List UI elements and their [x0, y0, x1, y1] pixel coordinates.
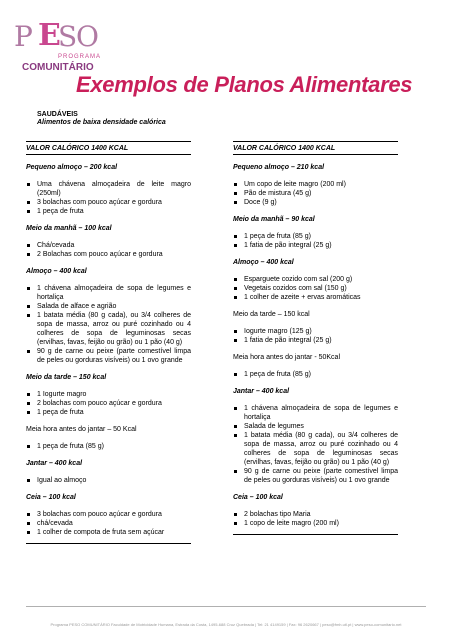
- meal-item: Chá/cevada: [37, 241, 191, 250]
- meal-title: Meio da tarde – 150 kcal: [233, 311, 310, 318]
- meal-item: Doce (9 g): [244, 198, 398, 207]
- meal-item: 1 chávena almoçadeira de sopa de legumes e hortaliça: [37, 285, 191, 301]
- meal-item-list: [233, 510, 398, 528]
- logo-comunitario: COMUNITÁRIO: [22, 62, 94, 73]
- meal-item: Salada de legumes: [244, 422, 398, 431]
- meal-title: Pequeno almoço – 210 kcal: [233, 164, 325, 171]
- meal-item: 1 copo de leite magro (200 ml): [244, 519, 398, 528]
- meal-item-list: [26, 476, 191, 485]
- meal-item-list: [233, 275, 398, 302]
- section-subtitle: SAUDÁVEIS: [37, 111, 78, 118]
- meal-item-list: [233, 180, 398, 207]
- meal-item: Esparguete cozido com sal (200 g): [244, 275, 398, 284]
- left-meal-list: [26, 163, 191, 537]
- meal-title: Jantar – 400 kcal: [26, 460, 83, 467]
- logo-letter-s: S: [58, 20, 78, 53]
- meal-item-list: [26, 284, 191, 365]
- meal-item: 1 colher de azeite + ervas aromáticas: [244, 293, 398, 302]
- meal-item: 90 g de carne ou peixe (parte comestível limpa de peles ou gorduras visíveis) ou 1 ovo grande: [37, 348, 191, 364]
- meal-item-list: [233, 327, 398, 345]
- meal-item: 2 bolachas com pouco açúcar e gordura: [37, 399, 191, 408]
- meal-title: Meia hora antes do jantar – 50 Kcal: [26, 426, 137, 433]
- meal-item: 1 fatia de pão integral (25 g): [244, 241, 398, 250]
- meal-item: 1 Iogurte magro: [37, 390, 191, 399]
- meal-item-list: [26, 241, 191, 259]
- right-column-header: VALOR CALÓRICO 1400 KCAL: [233, 141, 398, 155]
- meal-title: Meia hora antes do jantar - 50Kcal: [233, 354, 341, 361]
- meal-item-list: [26, 510, 191, 537]
- meal-item: 90 g de carne ou peixe (parte comestível limpa de peles ou gorduras visíveis) ou 1 ovo grande: [244, 468, 398, 484]
- logo-programa: PROGRAMA: [58, 54, 102, 60]
- meal-item: 2 Bolachas com pouco açúcar e gordura: [37, 250, 191, 259]
- meal-item: 3 bolachas com pouco açúcar e gordura: [37, 510, 191, 519]
- meal-item: 1 colher de compota de fruta sem açúcar: [37, 528, 191, 537]
- meal-item-list: [26, 442, 191, 451]
- meal-title: Meio da manhã – 100 kcal: [26, 225, 112, 232]
- meal-item: 1 batata média (80 g cada), ou 3/4 colheres de sopa de massa, arroz ou puré cozinhado ou 4 colheres de sopa de leguminosas secas (ervilhas, favas, feijão ou grão) ou 1 pão (40 g): [244, 432, 398, 466]
- left-bottom-rule: [26, 543, 191, 544]
- meal-item: chá/cevada: [37, 519, 191, 528]
- meal-item-list: [233, 232, 398, 250]
- logo-letter-p: P: [14, 20, 33, 53]
- meal-title: Pequeno almoço – 200 kcal: [26, 164, 118, 171]
- meal-item: 2 bolachas tipo Maria: [244, 510, 398, 519]
- meal-title: Jantar – 400 kcal: [233, 388, 290, 395]
- meal-item-list: [233, 370, 398, 379]
- section-description: Alimentos de baixa densidade calórica: [37, 119, 166, 126]
- logo-letter-o: O: [76, 20, 99, 53]
- meal-item: 1 peça de fruta (85 g): [37, 442, 191, 451]
- right-bottom-rule: [233, 534, 398, 535]
- meal-item-list: [233, 404, 398, 485]
- meal-item: 1 chávena almoçadeira de sopa de legumes e hortaliça: [244, 405, 398, 421]
- meal-item: Vegetais cozidos com sal (150 g): [244, 284, 398, 293]
- right-meal-list: [233, 163, 398, 528]
- logo-letter-e: E: [38, 18, 61, 53]
- meal-item: 1 peça de fruta (85 g): [244, 370, 398, 379]
- left-column-header: VALOR CALÓRICO 1400 KCAL: [26, 141, 191, 155]
- meal-title: Ceia – 100 kcal: [233, 494, 283, 501]
- footer-rule: [26, 606, 426, 607]
- right-plan-column: [233, 141, 398, 535]
- meal-item: 1 fatia de pão integral (25 g): [244, 336, 398, 345]
- meal-title: Meio da manhã – 90 kcal: [233, 216, 315, 223]
- meal-title: Meio da tarde – 150 kcal: [26, 374, 107, 381]
- meal-item: 1 peça de fruta: [37, 207, 191, 216]
- meal-item-list: [26, 390, 191, 417]
- meal-item: 3 bolachas com pouco açúcar e gordura: [37, 198, 191, 207]
- meal-item-list: [26, 180, 191, 216]
- meal-item: Uma chávena almoçadeira de leite magro (250ml): [37, 181, 191, 197]
- meal-item: 1 peça de fruta: [37, 408, 191, 417]
- meal-title: Almoço – 400 kcal: [233, 259, 294, 266]
- meal-item: 1 peça de fruta (85 g): [244, 232, 398, 241]
- meal-item: 1 batata média (80 g cada), ou 3/4 colheres de sopa de massa, arroz ou puré cozinhado ou 4 colheres de sopa de leguminosas secas (ervilhas, favas, feijão ou grão) ou 1 pão (40 g): [37, 312, 191, 346]
- program-logo: [8, 2, 108, 74]
- meal-item: Iogurte magro (125 g): [244, 327, 398, 336]
- left-plan-column: [26, 141, 191, 544]
- meal-item: Um copo de leite magro (200 ml): [244, 180, 398, 189]
- meal-item: Igual ao almoço: [37, 476, 191, 485]
- meal-item: Salada de alface e agrião: [37, 302, 191, 311]
- meal-item: Pão de mistura (45 g): [244, 189, 398, 198]
- meal-title: Ceia – 100 kcal: [26, 494, 76, 501]
- footer-text: Programa PESO COMUNITÁRIO Faculdade de Motricidade Humana, Estrada da Costa, 1495-688 Cruz Quebrada | Tel: 21 4149159 | Fax: 96 2620667 | peso@fmh.utl.pt | www.peso-comunitario.net: [50, 622, 402, 627]
- page-title: Exemplos de Planos Alimentares: [76, 72, 413, 97]
- meal-title: Almoço – 400 kcal: [26, 268, 87, 275]
